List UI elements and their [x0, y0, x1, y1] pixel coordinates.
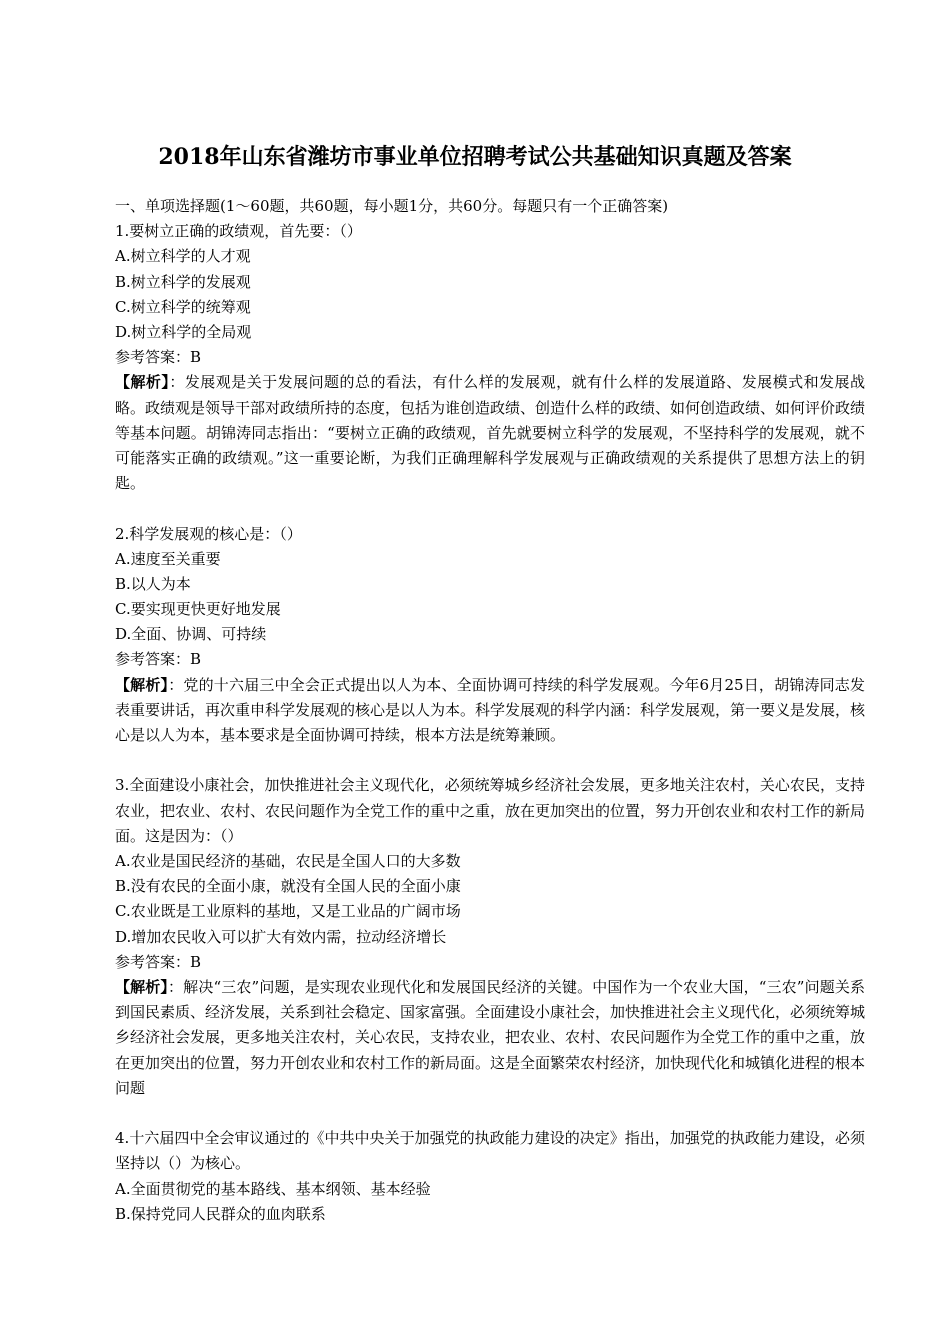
option-a: A.全面贯彻党的基本路线、基本纲领、基本经验 — [115, 1179, 431, 1198]
question-stem: 1.要树立正确的政绩观，首先要：（） — [115, 222, 362, 241]
answer-label: 参考答案： — [115, 650, 191, 669]
question-stem: 4.十六届四中全会审议通过的《中共中央关于加强党的执政能力建设的决定》指出，加强党的执政能力建设，必须坚持以（）为核心。 — [115, 1129, 865, 1173]
document-title: 2018年山东省潍坊市事业单位招聘考试公共基础知识真题及答案 — [158, 144, 792, 170]
spacer — [115, 748, 865, 773]
analysis-tag: 【解析】 — [115, 373, 170, 392]
question-2 — [115, 522, 865, 749]
option-c: C.农业既是工业原料的基地，又是工业品的广阔市场 — [115, 902, 461, 921]
section-header: 一、单项选择题(1～60题，共60题，每小题1分，共60分。每题只有一个正确答案) — [115, 197, 669, 215]
answer-label: 参考答案： — [115, 348, 191, 367]
option-a: A.树立科学的人才观 — [115, 247, 251, 266]
analysis-text: ：党的十六届三中全会正式提出以人为本、全面协调可持续的科学发展观。今年6月25日，胡锦涛同志发表重要讲话，再次重申科学发展观的核心是以人为本。科学发展观的科学内涵：科学发展观，第一要义是发展，核心是以人为本，基本要求是全面协调可持续，根本方法是统筹兼顾。 — [115, 675, 866, 745]
option-b: B.没有农民的全面小康，就没有全国人民的全面小康 — [115, 877, 461, 896]
question-3 — [115, 773, 865, 1101]
analysis — [115, 975, 865, 1101]
spacer — [115, 1101, 865, 1126]
reference-answer — [115, 950, 865, 975]
option-d: D.增加农民收入可以扩大有效内需，拉动经济增长 — [115, 927, 447, 946]
option-b: B.保持党同人民群众的血肉联系 — [115, 1204, 326, 1223]
option-c: C.树立科学的统筹观 — [115, 297, 251, 316]
option-c: C.要实现更快更好地发展 — [115, 600, 281, 619]
option-a: A.速度至关重要 — [115, 549, 221, 568]
option-b: B.以人为本 — [115, 574, 191, 593]
answer-value: B — [190, 952, 202, 971]
analysis — [115, 370, 865, 496]
reference-answer — [115, 647, 865, 672]
question-stem: 3.全面建设小康社会，加快推进社会主义现代化，必须统筹城乡经济社会发展，更多地关注农村，关心农民，支持农业，把农业、农村、农民问题作为全党工作的重中之重，放在更加突出的位置，努力开创农业和农村工作的新局面。这是因为：（） — [115, 776, 866, 845]
question-1 — [115, 219, 865, 496]
document-body — [115, 194, 865, 1227]
question-stem: 2.科学发展观的核心是：（） — [115, 524, 302, 543]
option-d: D.树立科学的全局观 — [115, 322, 252, 341]
answer-value: B — [190, 650, 202, 669]
reference-answer — [115, 345, 865, 370]
answer-value: B — [190, 348, 202, 367]
spacer — [115, 496, 865, 521]
analysis-text: ：解决“三农”问题，是实现农业现代化和发展国民经济的关键。中国作为一个农业大国，“三农”问题关系到国民素质、经济发展，关系到社会稳定、国家富强。全面建设小康社会，加快推进社会主义现代化，必须统筹城乡经济社会发展，更多地关注农村，关心农民，支持农业，把农业、农村、农民问题作为全党工作的重中之重，放在更加突出的位置，努力开创农业和农村工作的新局面。这是全面繁荣农村经济，加快现代化和城镇化进程的根本问题 — [115, 977, 866, 1097]
analysis-text: ：发展观是关于发展问题的总的看法，有什么样的发展观，就有什么样的发展道路、发展模式和发展战略。政绩观是领导干部对政绩所持的态度，包括为谁创造政绩、创造什么样的政绩、如何创造政绩、如何评价政绩等基本问题。胡锦涛同志指出：“要树立正确的政绩观，首先就要树立科学的发展观，不坚持科学的发展观，就不可能落实正确的政绩观。”这一重要论断，为我们正确理解科学发展观与正确政绩观的关系提供了思想方法上的钥匙。 — [115, 373, 866, 493]
question-4 — [115, 1126, 865, 1227]
option-b: B.树立科学的发展观 — [115, 272, 251, 291]
analysis-tag: 【解析】 — [115, 977, 169, 996]
answer-label: 参考答案： — [115, 952, 191, 971]
analysis — [115, 673, 865, 749]
option-a: A.农业是国民经济的基础，农民是全国人口的大多数 — [115, 852, 461, 871]
option-d: D.全面、协调、可持续 — [115, 625, 267, 644]
analysis-tag: 【解析】 — [115, 675, 169, 694]
